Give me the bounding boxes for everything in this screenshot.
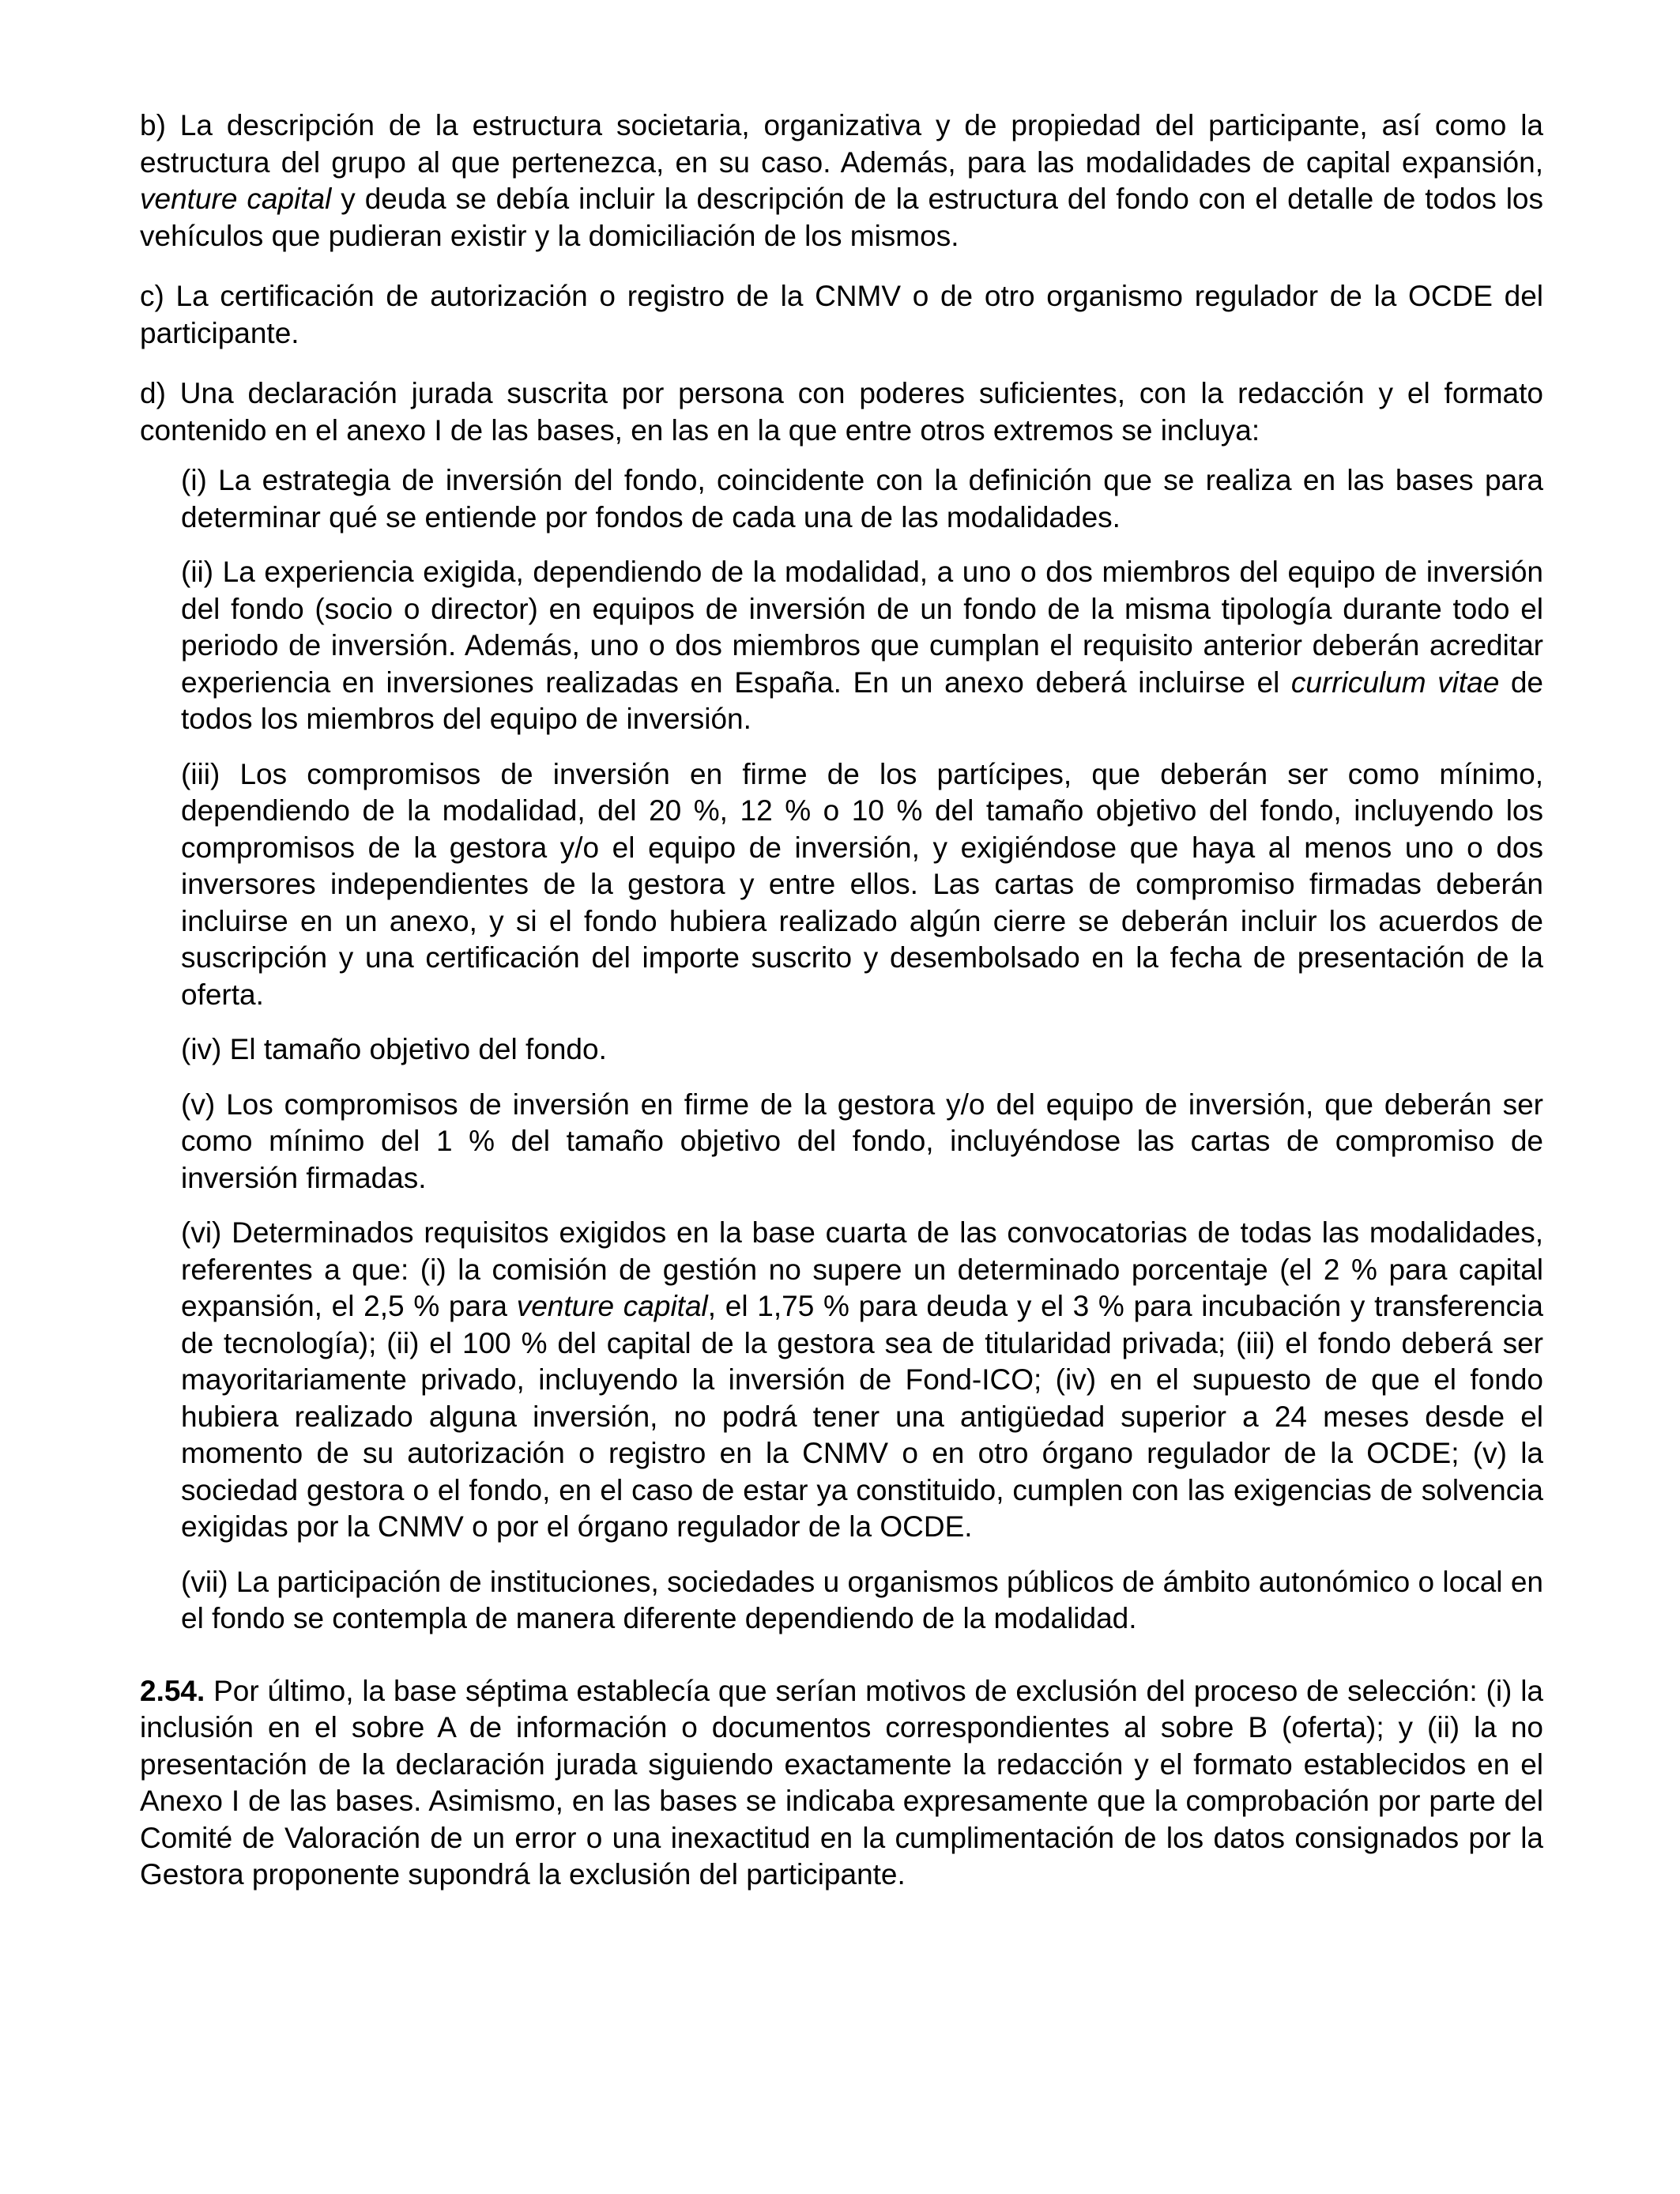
- section-2-54: [140, 1673, 1543, 1894]
- sub-item-i-text: (i) La estrategia de inversión del fondo, coincidente con la definición que se realiza en las bases para determinar qué se entiende por fondos de cada una de las modalidades.: [181, 464, 1543, 533]
- sub-item-ii: [181, 554, 1543, 738]
- sub-item-iii: [181, 756, 1543, 1014]
- sub-item-i: [181, 462, 1543, 536]
- sub-item-ii-text-2: de todos los miembros del equipo de inversión.: [181, 665, 1544, 735]
- section-number: 2.54.: [140, 1674, 205, 1707]
- paragraph-b: [140, 107, 1543, 254]
- declaration-requirements-list: [181, 462, 1543, 1638]
- sub-item-iv: [181, 1031, 1543, 1069]
- sub-item-vi: [181, 1215, 1543, 1546]
- sub-item-ii-text-1: (ii) La experiencia exigida, dependiendo de la modalidad, a uno o dos miembros del equipo de inversión del fondo (socio o director) en equipos de inversión de un fondo de la misma tipología durante todo el periodo de inversión. Además, uno o dos miembros que cumplan el requisito anterior deberán acreditar experiencia en inversiones realizadas en España. En un anexo deberá incluirse el: [181, 556, 1543, 699]
- sub-item-iii-text: (iii) Los compromisos de inversión en firme de los partícipes, que deberán ser como mínimo, dependiendo de la modalidad, del 20 %, 12 % o 10 % del tamaño objetivo del fondo, incluyendo los compromisos de la gestora y/o el equipo de inversión, y exigiéndose que haya al menos uno o dos inversores independientes de la gestora y entre ellos. Las cartas de compromiso firmadas deberán incluirse en un anexo, y si el fondo hubiera realizado algún cierre se deberán incluir los acuerdos de suscripción y una certificación del importe suscrito y desembolsado en la fecha de presentación de la oferta.: [181, 757, 1543, 1011]
- section-2-54-text: Por último, la base séptima establecía que serían motivos de exclusión del proceso de selección: (i) la inclusión en el sobre A de información o documentos correspondientes al sobre B (oferta); y (ii) la no presentación de la declaración jurada siguiendo exactamente la redacción y el formato establecidos en el Anexo I de las bases. Asimismo, en las bases se indicaba expresamente que la comprobación por parte del Comité de Valoración de un error o una inexactitud en la cumplimentación de los datos consignados por la Gestora proponente supondrá la exclusión del participante.: [140, 1674, 1543, 1891]
- paragraph-b-text-2: y deuda se debía incluir la descripción de la estructura del fondo con el detalle de todos los vehículos que pudieran existir y la domiciliación de los mismos.: [140, 183, 1543, 252]
- paragraph-b-text-1: b) La descripción de la estructura societaria, organizativa y de propiedad del participante, así como la estructura del grupo al que pertenezca, en su caso. Además, para las modalidades de capital expansión,: [140, 109, 1543, 179]
- paragraph-d: [140, 375, 1543, 449]
- paragraph-d-text: d) Una declaración jurada suscrita por persona con poderes suficientes, con la redacción y el formato contenido en el anexo I de las bases, en las en la que entre otros extremos se incluya:: [140, 377, 1543, 447]
- sub-item-vi-italic: venture capital: [516, 1290, 708, 1322]
- sub-item-vii: [181, 1564, 1543, 1638]
- sub-item-v: [181, 1087, 1543, 1197]
- sub-item-ii-italic: curriculum vitae: [1290, 665, 1500, 699]
- paragraph-c: [140, 278, 1543, 352]
- paragraph-c-text: c) La certificación de autorización o registro de la CNMV o de otro organismo regulador de la OCDE del participante.: [140, 280, 1543, 349]
- paragraph-b-italic: venture capital: [140, 183, 332, 215]
- sub-item-vi-text-2: , el 1,75 % para deuda y el 3 % para incubación y transferencia de tecnología); (ii) el 100 % del capital de la gestora sea de titularidad privada; (iii) el fondo deberá ser mayoritariamente privado, incluyendo la inversión de Fond-ICO; (iv) en el supuesto de que el fondo hubiera realizado alguna inversión, no podrá tener una antigüedad superior a 24 meses desde el momento de su autorización o registro en la CNMV o en otro órgano regulador de la OCDE; (v) la sociedad gestora o el fondo, en el caso de estar ya constituido, cumplen con las exigencias de solvencia exigidas por la CNMV o por el órgano regulador de la OCDE.: [181, 1290, 1543, 1543]
- sub-item-vi-text-1: (vi) Determinados requisitos exigidos en la base cuarta de las convocatorias de todas las modalidades, referentes a que: (i) la comisión de gestión no supere un determinado porcentaje (el 2 % para capital expansión, el 2,5 % para: [181, 1216, 1543, 1322]
- sub-item-v-text: (v) Los compromisos de inversión en firme de la gestora y/o del equipo de inversión, que deberán ser como mínimo del 1 % del tamaño objetivo del fondo, incluyéndose las cartas de compromiso de inversión firmadas.: [181, 1088, 1543, 1194]
- sub-item-vii-text: (vii) La participación de instituciones, sociedades u organismos públicos de ámbito autonómico o local en el fondo se contempla de manera diferente dependiendo de la modalidad.: [181, 1565, 1543, 1634]
- sub-item-iv-text: (iv) El tamaño objetivo del fondo.: [181, 1033, 607, 1065]
- document-page: [140, 107, 1543, 1894]
